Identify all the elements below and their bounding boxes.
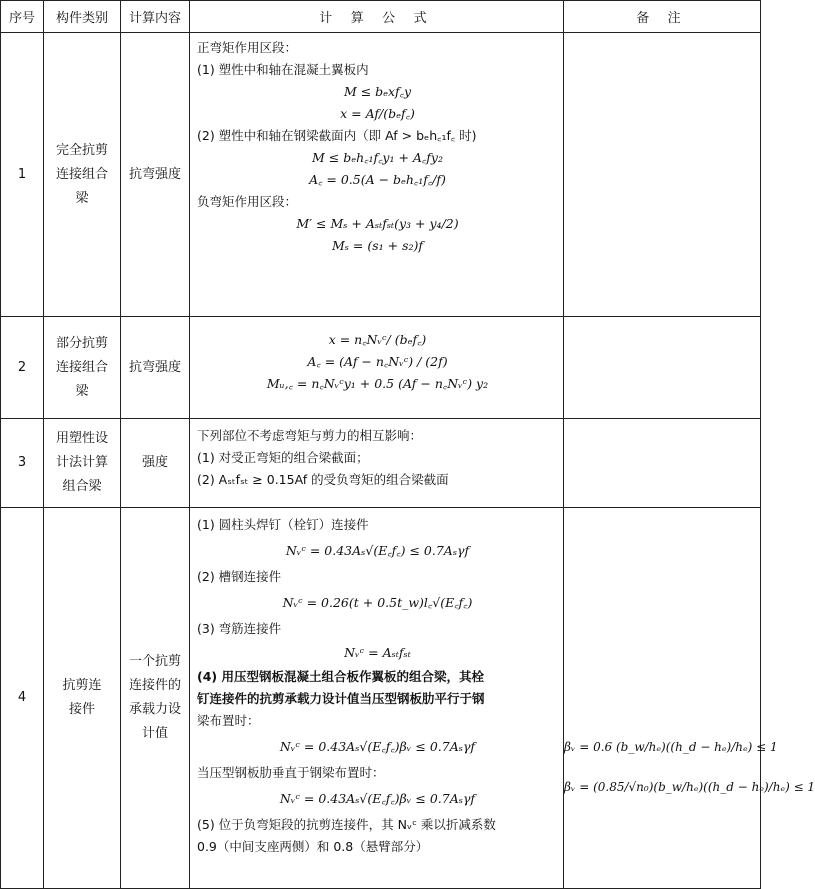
note-cell: [564, 33, 761, 317]
row-number: 2: [1, 317, 44, 419]
member-type-line: 连接组合: [55, 166, 108, 182]
formula-equation: M ≤ bₑh꜀₁f꜀y₁ + A꜀fy₂: [312, 150, 443, 165]
table-row: [1, 419, 761, 508]
member-type-line: 完全抗剪: [55, 142, 108, 158]
member-type-line: 梁: [75, 383, 89, 399]
formula-text-line: (1) 塑性中和轴在混凝土翼板内: [197, 62, 369, 77]
formula-equation: A꜀ = (Af − n꜀Nᵥᶜ) / (2f): [307, 354, 448, 369]
calc-content-line: 承载力设: [128, 702, 181, 717]
member-type-cell: [44, 33, 121, 317]
formula-text-line: 负弯矩作用区段：: [197, 194, 298, 209]
calc-content-line: 计值: [141, 726, 168, 741]
formula-text-line: (2) 塑性中和轴在钢梁截面内（即 Af > bₑh꜀₁f꜀ 时): [197, 128, 477, 143]
member-type-cell: [44, 317, 121, 419]
member-type-line: 接件: [68, 702, 95, 717]
calc-content-line: 抗弯强度: [128, 359, 181, 375]
formula-equation: Nᵥᶜ = 0.43Aₛ√(E꜀f꜀)βᵥ ≤ 0.7Aₛγf: [279, 791, 476, 806]
header-note: 备 注: [564, 1, 761, 33]
calc-content-line: 一个抗剪: [128, 654, 181, 669]
formula-equation: M ≤ bₑxf꜀y: [343, 84, 412, 99]
formula-equation: x = n꜀Nᵥᶜ/ (bₑf꜀): [328, 332, 427, 347]
table-row: [1, 317, 761, 419]
beta-formula-parallel: βᵥ = 0.6 (b_w/hₑ)((h_d − hₑ)/hₑ) ≤ 1: [564, 740, 778, 754]
member-type-line: 部分抗剪: [55, 335, 108, 351]
formula-cell: [190, 419, 564, 508]
formula-text-line: (2) 槽钢连接件: [197, 569, 282, 584]
row-number: 4: [1, 508, 44, 889]
formula-equation: Nᵥᶜ = 0.43Aₛ√(E꜀f꜀) ≤ 0.7Aₛγf: [285, 543, 470, 558]
header-row: [1, 1, 761, 33]
member-type-cell: [44, 508, 121, 889]
formula-text-line: 梁布置时：: [197, 713, 260, 728]
formula-text-line: 当压型钢板肋垂直于钢梁布置时：: [197, 765, 385, 780]
calc-content-cell: [121, 317, 190, 419]
formula-equation: M′ ≤ Mₛ + Aₛₜfₛₜ(y₃ + y₄/2): [296, 216, 459, 231]
calc-content-cell: [121, 33, 190, 317]
row-number: 1: [1, 33, 44, 317]
member-type-line: 梁: [75, 190, 89, 206]
header-type: 构件类别: [44, 1, 121, 33]
header-no: 序号: [1, 1, 44, 33]
calc-content-line: 连接件的: [128, 678, 181, 693]
formula-text-line: 0.9（中间支座两侧）和 0.8（悬臂部分）: [197, 839, 429, 854]
formula-text-line: (1) 对受正弯矩的组合梁截面；: [197, 450, 369, 465]
formula-equation: Mₛ = (s₁ + s₂)f: [331, 238, 424, 253]
formula-text-line: 下列部位不考虑弯矩与剪力的相互影响：: [197, 428, 423, 443]
formula-equation: x = Af/(bₑf꜀): [340, 106, 415, 121]
member-type-line: 用塑性设: [55, 431, 108, 446]
formula-text-line: (2) Aₛₜfₛₜ ≥ 0.15Af 的受负弯矩的组合梁截面: [197, 472, 449, 487]
member-type-line: 计法计算: [55, 455, 108, 470]
member-type-line: 连接组合: [55, 359, 108, 375]
formula-text-line: 正弯矩作用区段：: [197, 40, 298, 55]
beta-formula-perpendicular: βᵥ = (0.85/√n₀)(b_w/hₑ)((h_d − hₑ)/hₑ) ≤ 1: [564, 780, 815, 794]
formula-cell: [190, 33, 564, 317]
formula-equation: Mᵤ,꜀ = n꜀Nᵥᶜy₁ + 0.5 (Af − n꜀Nᵥᶜ) y₂: [266, 376, 489, 391]
calc-content-line: 抗弯强度: [128, 166, 181, 182]
member-type-line: 组合梁: [62, 479, 102, 494]
formula-equation: Nᵥᶜ = 0.43Aₛ√(E꜀f꜀)βᵥ ≤ 0.7Aₛγf: [279, 739, 476, 754]
note-cell: [564, 317, 761, 419]
calc-content-cell: [121, 508, 190, 889]
calc-content-cell: [121, 419, 190, 508]
note-cell: [564, 508, 815, 889]
formula-text-line: (4) 用压型钢板混凝土组合板作翼板的组合梁，其栓: [197, 669, 484, 684]
note-cell: [564, 419, 761, 508]
formula-cell: [190, 508, 564, 889]
member-type-cell: [44, 419, 121, 508]
calc-content-line: 强度: [141, 455, 168, 470]
formula-cell: [190, 317, 564, 419]
formula-text-line: (1) 圆柱头焊钉（栓钉）连接件: [197, 517, 369, 532]
formula-text-line: (5) 位于负弯矩段的抗剪连接件，其 Nᵥᶜ 乘以折减系数: [197, 817, 496, 832]
formula-equation: Nᵥᶜ = Aₛₜfₛₜ: [344, 645, 411, 660]
table-row: [1, 508, 761, 889]
formula-text-line: 钉连接件的抗剪承载力设计值当压型钢板肋平行于钢: [197, 691, 485, 706]
formula-text-line: (3) 弯筋连接件: [197, 621, 282, 636]
header-calc: 计算内容: [121, 1, 190, 33]
member-type-line: 抗剪连: [62, 678, 102, 693]
formula-equation: Nᵥᶜ = 0.26(t + 0.5t_w)l꜀√(E꜀f꜀): [282, 595, 473, 610]
formula-equation: A꜀ = 0.5(A − bₑh꜀₁f꜀/f): [309, 172, 446, 187]
row-number: 3: [1, 419, 44, 508]
header-formula: 计 算 公 式: [190, 1, 564, 33]
table-row: [1, 33, 761, 317]
